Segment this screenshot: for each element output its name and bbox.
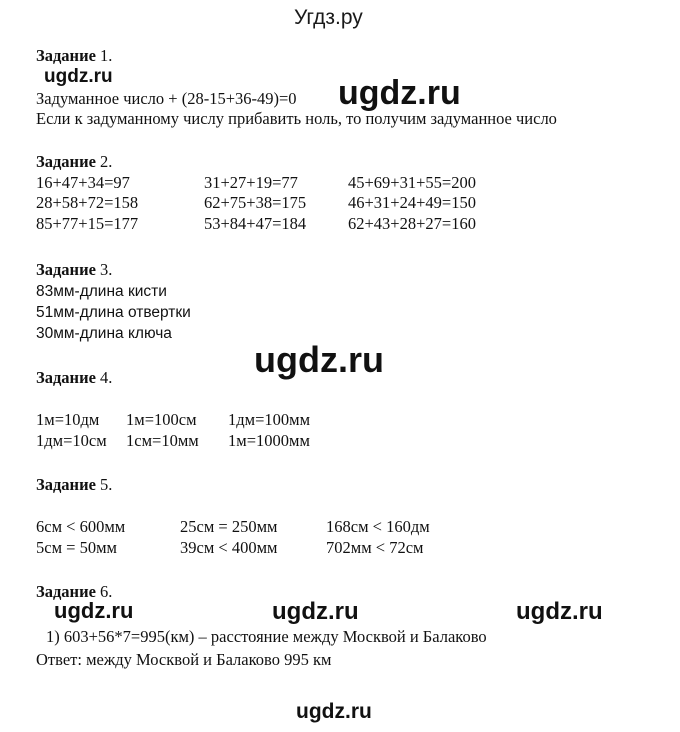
- equation: 46+31+24+49=150: [348, 193, 476, 212]
- conversion: 1см=10мм: [126, 431, 199, 450]
- task-5-heading: [36, 475, 112, 495]
- task-3-line: 30мм-длина ключа: [36, 325, 172, 342]
- task-number: 5.: [100, 475, 113, 494]
- conversion: 1дм=10см: [36, 431, 107, 450]
- comparison: 25см = 250мм: [180, 517, 278, 536]
- task-word: Задание: [36, 582, 96, 601]
- conversion: 1м=10дм: [36, 410, 100, 429]
- task-1-heading: [36, 46, 112, 66]
- equation: 53+84+47=184: [204, 214, 307, 233]
- watermark: ugdz.ru: [54, 598, 134, 623]
- task-number: 4.: [100, 368, 113, 387]
- task-word: Задание: [36, 260, 96, 279]
- site-header: Угдз.ру: [294, 6, 363, 29]
- task-word: Задание: [36, 152, 96, 171]
- conversion: 1дм=100мм: [228, 410, 311, 429]
- footer-watermark: ugdz.ru: [296, 700, 372, 723]
- task-3-line: 83мм-длина кисти: [36, 283, 167, 300]
- task-4-heading: [36, 368, 112, 388]
- comparison: 168см < 160дм: [326, 517, 430, 536]
- comparison: 39см < 400мм: [180, 538, 278, 557]
- task-2-heading: [36, 152, 112, 172]
- task-number: 1.: [100, 46, 113, 65]
- equation: 28+58+72=158: [36, 193, 139, 212]
- conversion: 1м=100см: [126, 410, 197, 429]
- task-word: Задание: [36, 368, 96, 387]
- watermark: ugdz.ru: [338, 74, 461, 112]
- watermark: ugdz.ru: [44, 66, 113, 87]
- equation: 62+75+38=175: [204, 193, 307, 212]
- equation: 62+43+28+27=160: [348, 214, 476, 233]
- task-6-line: 1) 603+56*7=995(км) – расстояние между Москвой и Балаково: [46, 627, 487, 646]
- task-number: 3.: [100, 260, 113, 279]
- task-1-line: Задуманное число + (28-15+36-49)=0: [36, 89, 297, 108]
- equation: 85+77+15=177: [36, 214, 139, 233]
- task-number: 6.: [100, 582, 113, 601]
- watermark: ugdz.ru: [516, 598, 603, 625]
- comparison: 5см = 50мм: [36, 538, 117, 557]
- watermark: ugdz.ru: [272, 598, 359, 625]
- task-number: 2.: [100, 152, 113, 171]
- task-6-line: Ответ: между Москвой и Балаково 995 км: [36, 650, 332, 669]
- task-3-line: 51мм-длина отвертки: [36, 304, 191, 321]
- equation: 45+69+31+55=200: [348, 173, 476, 192]
- comparison: 6см < 600мм: [36, 517, 126, 536]
- watermark: ugdz.ru: [254, 339, 384, 380]
- task-word: Задание: [36, 475, 96, 494]
- comparison: 702мм < 72см: [326, 538, 424, 557]
- equation: 31+27+19=77: [204, 173, 298, 192]
- task-1-line: Если к задуманному числу прибавить ноль, то получим задуманное число: [36, 109, 557, 128]
- task-word: Задание: [36, 46, 96, 65]
- equation: 16+47+34=97: [36, 173, 130, 192]
- task-3-heading: [36, 260, 112, 280]
- conversion: 1м=1000мм: [228, 431, 310, 450]
